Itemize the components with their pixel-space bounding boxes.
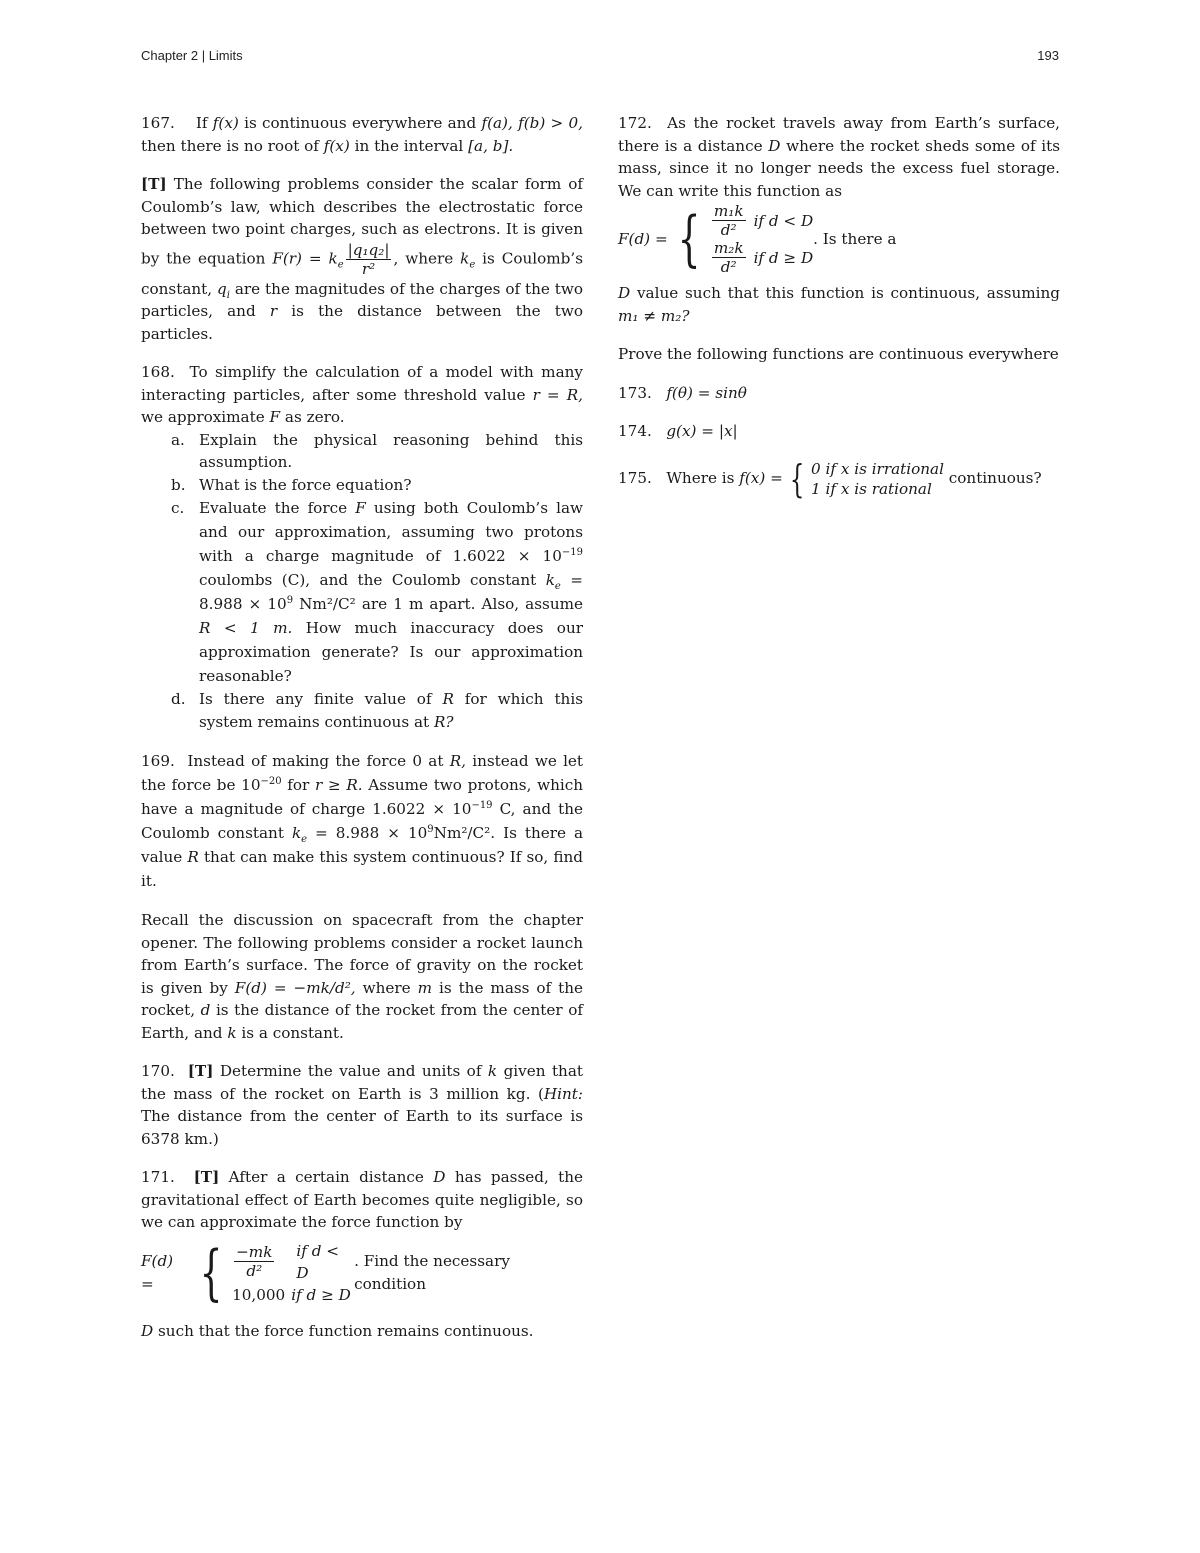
piecewise-171: F(d) = { $\frac{-mk}{\text{d²}}$ if d < D 10,000 if d ≥ D . Find the necessary condition <box>141 1237 510 1308</box>
problem-172: 172. As the rocket travels away from Earth’s surface, there is a distance D where the rocket sheds some of its mass, since it no longer needs the excess fuel storage. We can write this function as F(d) = { $\frac{\text{m₁k}}{\text{d²}}$ if d < D $\frac{\text{m₂k}}{\text{d²}}$ if d ≥ D . Is there a D value such that this function is continuous, assuming m₁ ≠ m₂? <box>618 114 1061 325</box>
prove-instruction: Prove the following functions are continuous everywhere <box>618 345 1059 363</box>
list-item: d. Is there any finite value of R for which this system remains continuous at R? <box>171 690 583 731</box>
page-number: 193 <box>1037 48 1059 63</box>
list-item: b. What is the force equation? <box>171 475 412 494</box>
problem-174: 174. g(x) = |x| <box>618 422 738 440</box>
problem-169: 169. Instead of making the force 0 at R, instead we let the force be $10^{-20}$ for r ≥ R. Assume two protons, which have a magnitude of charge $1.6022 \times 10^{-19}$ C, and the Coulomb constant $k_e = 8.988 \times 10^9Nm^2/C^2$. Is there a value R that can make this system continuous? If so, find it. <box>141 752 584 890</box>
piecewise-172: F(d) = { $\frac{\text{m₁k}}{\text{d²}}$ if d < D $\frac{\text{m₂k}}{\text{d²}}$ if d ≥ D . Is there a <box>618 202 897 276</box>
problem-173: 173. f(θ) = sinθ <box>618 383 747 402</box>
problem-175: 175. Where is f(x) = { 0 if x is irrational 1 if x is rational continuous? <box>618 456 1042 501</box>
recall-paragraph: Recall the discussion on spacecraft from the chapter opener. The following problems consider a rocket launch from Earth’s surface. The force of gravity on the rocket is given by F(d) = −mk/d², where m is the mass of the rocket, d is the distance of the rocket from the center of Earth, and k is a constant. <box>141 911 584 1042</box>
coulomb-intro: [T] The following problems consider the scalar form of Coulomb’s law, which describes the electrostatic force between two point charges, such as electrons. It is given by the equation $F(r) = k_e$ $\frac{\text{|q₁q₂|}}{\text{r²}}$ , where $k_e$ is Coulomb’s constant, $q_i$ are the magnitudes of the charges of the two particles, and r is the distance between the two particles. <box>141 175 584 343</box>
problem-167: 167. If f(x) is continuous everywhere and f(a), f(b) > 0, then there is no root of f(x) in the interval [a, b]. <box>141 114 584 155</box>
problem-168-parts <box>141 429 583 734</box>
list-item: a. Explain the physical reasoning behind this assumption. <box>171 430 583 471</box>
problem-171: 171. [T] After a certain distance D has passed, the gravitational effect of Earth becomes quite negligible, so we can approximate the force function by F(d) = { $\frac{-mk}{\text{d²}}$ if d < D 10,000 if d ≥ D . Find the necessary condition D such that the force function remains continuous. <box>141 1168 584 1340</box>
left-column <box>141 112 583 1358</box>
problem-168: 168. To simplify the calculation of a model with many interacting particles, after some threshold value r = R, we approximate F as zero. a. Explain the physical reasoning behind this assumption. b. What is the force equation? c. Evaluate the force F using both Coulomb’s law and our approximation, assuming two protons with a charge magnitude of $1.6022 \times 10^{-19}$ coulombs (C), and the Coulomb constant $k_e = 8.988 \times 10^9$ Nm²/C² are 1 m apart. Also, assume R < 1 m. How much inaccuracy does our approximation generate? Is our approximation reasonable? d. Is there any finite value of R for which this system remains continuous at R? <box>141 361 583 733</box>
problem-170: 170. [T] Determine the value and units of k given that the mass of the rocket on Earth is 3 million kg. (Hint: The distance from the center of Earth to its surface is 6378 km.) <box>141 1062 583 1148</box>
chapter-header: Chapter 2 | Limits <box>141 48 243 63</box>
list-item: c. Evaluate the force F using both Coulomb’s law and our approximation, assuming two protons with a charge magnitude of $1.6022 \times 10^{-19}$ coulombs (C), and the Coulomb constant $k_e = 8.988 \times 10^9$ Nm²/C² are 1 m apart. Also, assume R < 1 m. How much inaccuracy does our approximation generate? Is our approximation reasonable? <box>171 499 584 685</box>
right-column <box>618 112 1060 513</box>
coulomb-fraction: $\frac{\text{|q₁q₂|}}{\text{r²}}$ <box>347 240 390 278</box>
